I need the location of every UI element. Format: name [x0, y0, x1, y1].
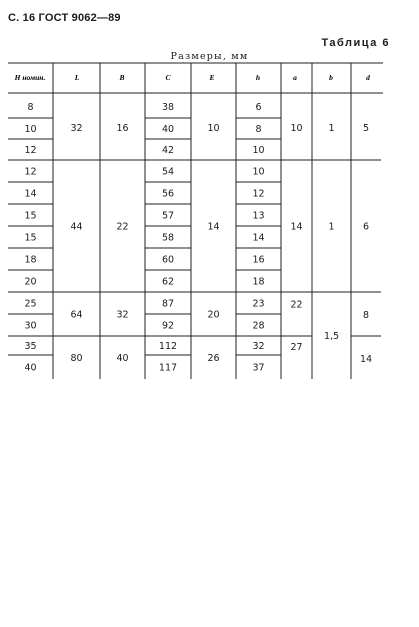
cell-h: 8 [255, 124, 262, 135]
cell-e: 14 [207, 221, 220, 233]
cell-h-nom: 14 [24, 188, 37, 200]
cell-h-nom: 8 [27, 102, 34, 113]
cell-c: 117 [158, 362, 178, 374]
cell-e: 10 [207, 123, 220, 134]
cell-h: 6 [255, 102, 262, 113]
cell-e: 20 [207, 309, 220, 321]
cell-l: 80 [70, 353, 83, 364]
col-header-e: E [209, 73, 215, 82]
cell-a: 27 [290, 342, 303, 353]
col-header-b-small: b [329, 73, 333, 82]
cell-b: 1,5 [323, 331, 340, 342]
cell-h: 12 [252, 188, 265, 200]
cell-h: 32 [252, 341, 265, 352]
cell-c: 112 [158, 341, 178, 352]
cell-h: 28 [252, 320, 265, 332]
col-header-d: d [366, 73, 370, 82]
cell-h: 10 [252, 166, 265, 178]
cell-c: 38 [161, 102, 175, 113]
cell-c: 62 [161, 276, 175, 288]
cell-h-nom: 35 [24, 341, 37, 352]
cell-b: 16 [116, 123, 129, 134]
cell-d: 8 [362, 310, 370, 321]
cell-d: 6 [362, 221, 370, 233]
units-caption: Размеры, мм [170, 51, 249, 62]
page-header: С. 16 ГОСТ 9062—89 [8, 12, 121, 24]
cell-d: 5 [362, 123, 370, 134]
cell-h: 10 [252, 145, 265, 156]
cell-c: 54 [161, 166, 175, 178]
cell-c: 56 [161, 188, 175, 200]
cell-h: 14 [252, 232, 265, 244]
col-header-l: L [74, 73, 80, 82]
cell-b: 1 [328, 221, 335, 233]
cell-c: 42 [161, 145, 175, 156]
cell-h-nom: 15 [24, 210, 37, 222]
cell-b: 32 [116, 309, 129, 321]
cell-h-nom: 10 [24, 124, 37, 135]
cell-e: 26 [207, 353, 220, 364]
cell-h-nom: 20 [24, 276, 37, 288]
cell-a: 22 [290, 299, 303, 311]
cell-h: 13 [252, 210, 265, 222]
cell-d: 14 [359, 354, 373, 365]
cell-h-nom: 25 [24, 298, 37, 310]
cell-h-nom: 15 [24, 232, 37, 244]
cell-b: 40 [116, 353, 129, 364]
cell-b: 1 [328, 123, 335, 134]
cell-h: 16 [252, 254, 265, 266]
cell-h-nom: 12 [24, 145, 37, 156]
cell-b: 22 [116, 221, 129, 233]
cell-c: 87 [161, 298, 175, 310]
cell-c: 60 [161, 254, 175, 266]
cell-l: 44 [70, 221, 83, 233]
cell-l: 32 [70, 123, 83, 134]
cell-h-nom: 30 [24, 320, 37, 332]
col-header-h: h [255, 73, 261, 82]
cell-h-nom: 40 [24, 362, 37, 374]
cell-h: 23 [252, 298, 265, 310]
cell-l: 64 [70, 309, 83, 321]
cell-c: 58 [161, 232, 175, 244]
col-header-b: B [119, 73, 125, 82]
cell-c: 57 [161, 210, 175, 222]
cell-c: 40 [161, 124, 175, 135]
table-label: Таблица 6 [321, 37, 390, 49]
cell-h-nom: 12 [24, 166, 37, 178]
col-header-c: C [165, 73, 171, 82]
cell-h: 37 [252, 362, 265, 374]
cell-h: 18 [252, 276, 265, 288]
col-header-h-nom: H номин. [14, 73, 46, 82]
col-header-a: a [293, 73, 297, 82]
cell-h-nom: 18 [24, 254, 37, 266]
cell-a: 14 [290, 221, 303, 233]
cell-c: 92 [161, 320, 175, 332]
cell-a: 10 [290, 123, 303, 134]
